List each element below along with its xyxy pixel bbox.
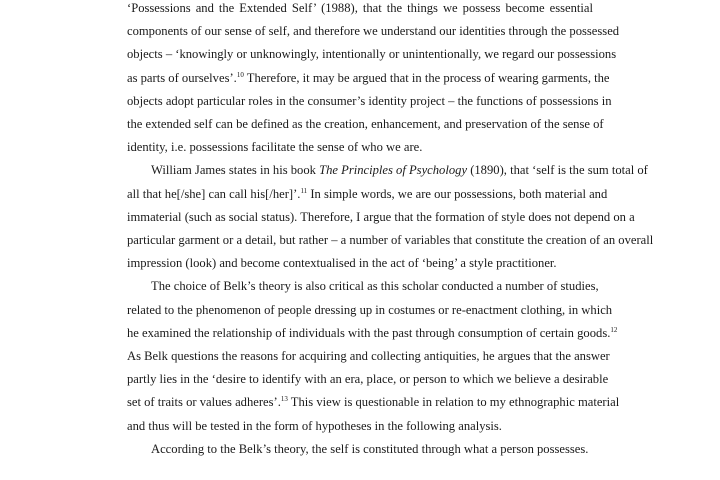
paragraph [127,0,620,159]
text-segment: This view is questionable in relation to my ethnographic material [287,395,620,410]
text-segment: as parts of ourselves’. [127,70,237,85]
text-line [127,67,610,90]
paragraph [127,438,593,461]
text-line: components of our sense of self, and therefore we understand our identities through the possessed [127,24,620,39]
text-segment: all that he[/she] can call his[/her]’. [127,186,301,201]
text-line [127,159,648,182]
text-line: immaterial (such as social status). Therefore, I argue that the formation of style does not depend on a [127,209,635,224]
text-line [127,322,618,345]
text-line: As Belk questions the reasons for acquiring and collecting antiquities, he argues that the answer [127,349,610,364]
text-line: ‘Possessions and the Extended Self’ (1988), that the things we possess become essential [127,1,593,15]
footnote-reference: 11 [300,186,308,195]
text-line: partly lies in the ‘desire to identify with an era, place, or person to which we believe a desirable [127,372,609,387]
text-line [127,391,620,414]
text-line: objects adopt particular roles in the consumer’s identity project – the functions of possessions in [127,93,612,108]
text-line: The choice of Belk’s theory is also critical as this scholar conducted a number of studies, [151,279,599,294]
book-title: The Principles of Psychology [319,163,468,178]
text-segment: William James states in his book [151,163,320,178]
text-line: related to the phenomenon of people dressing up in costumes or re-enactment clothing, in which [127,302,613,317]
footnote-reference: 10 [236,70,244,79]
text-line: the extended self can be defined as the creation, enhancement, and preservation of the sense of [127,117,604,132]
text-line: particular garment or a detail, but rather – a number of variables that constitute the creation of an overall [127,233,654,248]
text-line: impression (look) and become contextualised in the act of ‘being’ a style practitioner. [127,256,557,271]
text-segment: In simple words, we are our possessions, both material and [307,186,608,201]
text-line: and thus will be tested in the form of hypotheses in the following analysis. [127,418,502,433]
footnote-reference: 12 [610,325,618,334]
text-segment: set of traits or values adheres’. [127,395,281,410]
text-line: According to the Belk’s theory, the self is constituted through what a person possesses. [151,441,589,456]
text-segment: Therefore, it may be argued that in the process of wearing garments, the [243,70,610,85]
text-line: objects – ‘knowingly or unknowingly, intentionally or unintentionally, we regard our possessions [127,47,617,62]
text-line [127,183,608,206]
text-line: identity, i.e. possessions facilitate the sense of who we are. [127,140,423,155]
body-text [127,0,654,461]
text-segment: (1890), that ‘self is the sum total of [467,163,648,178]
text-segment: he examined the relationship of individuals with the past through consumption of certain goods. [127,325,611,340]
paragraph [127,275,620,437]
paragraph [127,159,654,275]
footnote-reference: 13 [280,395,288,404]
